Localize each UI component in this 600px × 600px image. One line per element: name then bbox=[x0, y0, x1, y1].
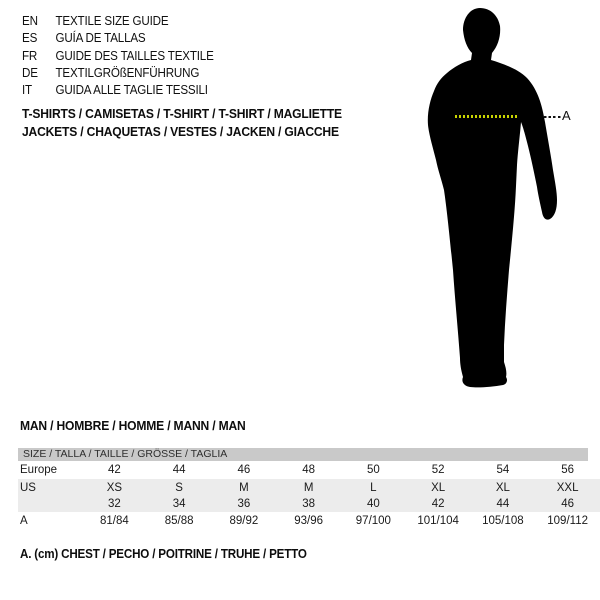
size-cell: 46 bbox=[561, 498, 575, 510]
language-row-es bbox=[22, 30, 214, 47]
row-label: US bbox=[20, 481, 36, 494]
gender-heading: MAN / HOMBRE / HOMME / MANN / MAN bbox=[20, 418, 246, 433]
language-title: GUIDE DES TAILLES TEXTILE bbox=[55, 48, 214, 63]
language-list bbox=[22, 13, 214, 99]
size-cell: 42 bbox=[107, 464, 121, 476]
row-label: A bbox=[20, 515, 28, 527]
size-cell: XL bbox=[495, 481, 510, 494]
table-row-us bbox=[18, 479, 600, 496]
size-cell: 89/92 bbox=[229, 515, 259, 527]
size-cell: 38 bbox=[302, 498, 316, 510]
language-row-en bbox=[22, 13, 214, 30]
language-row-de bbox=[22, 65, 214, 82]
language-title: GUÍA DE TALLAS bbox=[55, 31, 146, 46]
language-code: IT bbox=[22, 83, 32, 98]
chest-measurement-line bbox=[455, 115, 517, 118]
table-row-chest bbox=[18, 512, 600, 530]
table-row-numeric bbox=[18, 496, 600, 512]
size-cell: L bbox=[370, 481, 377, 494]
size-cell: 36 bbox=[237, 498, 251, 510]
measurement-label-a: A bbox=[562, 108, 571, 123]
language-code: DE bbox=[22, 65, 38, 80]
size-cell: 40 bbox=[366, 498, 380, 510]
size-cell: XXL bbox=[556, 481, 579, 494]
language-code: EN bbox=[22, 14, 38, 28]
language-code: ES bbox=[22, 31, 38, 46]
chest-measurement-leader bbox=[544, 116, 561, 118]
measurement-footnote: A. (cm) CHEST / PECHO / POITRINE / TRUHE / PETTO bbox=[20, 547, 307, 561]
language-title: GUIDA ALLE TAGLIE TESSILI bbox=[55, 83, 208, 98]
size-cell: 42 bbox=[431, 498, 445, 510]
size-cell: 105/108 bbox=[482, 515, 524, 527]
size-cell: XL bbox=[431, 481, 446, 494]
size-cell: 44 bbox=[496, 498, 510, 510]
language-row-it bbox=[22, 82, 214, 99]
size-cell: 32 bbox=[107, 498, 121, 510]
size-cell: XS bbox=[106, 481, 123, 494]
size-cell: 54 bbox=[496, 464, 510, 476]
row-label: Europe bbox=[20, 464, 58, 476]
table-row-europe bbox=[18, 461, 600, 479]
size-cell: 93/96 bbox=[294, 515, 324, 527]
language-title: TEXTILGRÖßENFÜHRUNG bbox=[55, 65, 200, 80]
size-cell: 85/88 bbox=[164, 515, 194, 527]
size-cell: 56 bbox=[561, 464, 575, 476]
size-cell: 97/100 bbox=[355, 515, 391, 527]
size-cell: 50 bbox=[366, 464, 380, 476]
size-cell: 34 bbox=[172, 498, 186, 510]
language-title: TEXTILE SIZE GUIDE bbox=[55, 14, 169, 28]
size-cell: M bbox=[239, 481, 249, 494]
language-code: FR bbox=[22, 48, 38, 63]
size-cell: 46 bbox=[237, 464, 251, 476]
size-cell: 44 bbox=[172, 464, 186, 476]
man-silhouette-icon bbox=[418, 4, 568, 394]
language-row-fr bbox=[22, 48, 214, 65]
category-jackets: JACKETS / CHAQUETAS / VESTES / JACKEN / GIACCHE bbox=[22, 124, 339, 139]
garment-categories bbox=[22, 105, 342, 141]
category-tshirts: T-SHIRTS / CAMISETAS / T-SHIRT / T-SHIRT / MAGLIETTE bbox=[22, 106, 342, 121]
size-cell: 109/112 bbox=[547, 515, 588, 527]
size-cell: 81/84 bbox=[99, 515, 129, 527]
size-cell: M bbox=[303, 481, 314, 494]
size-cell: S bbox=[175, 481, 183, 494]
size-cell: 48 bbox=[302, 464, 316, 476]
size-cell: 101/104 bbox=[417, 515, 459, 527]
size-table-header: SIZE / TALLA / TAILLE / GRÖSSE / TAGLIA bbox=[18, 448, 588, 461]
size-table bbox=[18, 448, 600, 530]
size-cell: 52 bbox=[431, 464, 445, 476]
